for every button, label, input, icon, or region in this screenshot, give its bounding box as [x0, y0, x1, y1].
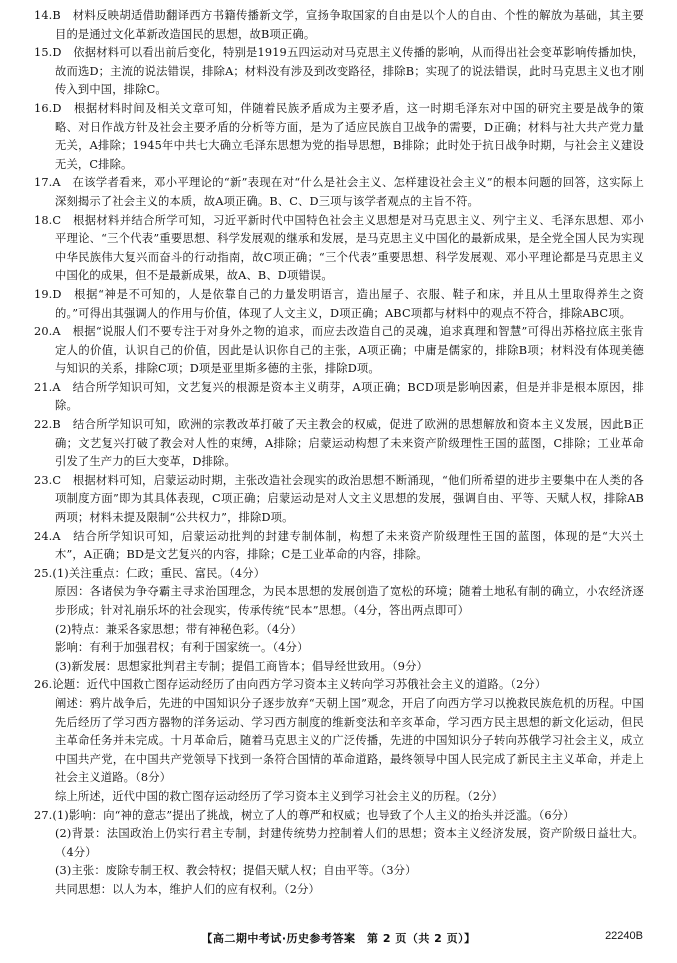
answer-subparagraph: (2)背景：法国政治上仍实行君主专制，封建传统势力控制着人们的思想；资本主义经济发展，资产阶级日益壮大。（4分） — [55, 827, 644, 859]
answer-paragraph: 22.B 结合所学知识可知，欧洲的宗教改革打破了天主教会的权威，促进了欧洲的思想解放和资本主义发展，因此B正确；文艺复兴打破了教会对人性的束缚，A排除；启蒙运动构想了未来资产阶级理性王国的蓝图，C排除；工业革命引发了生产力的巨大变革，D排除。 — [34, 418, 644, 469]
answer-subparagraph: 原因：各诸侯为争夺霸主寻求治国理念，为民本思想的发展创造了宽松的环境；随着土地私有制的确立，小农经济逐步形成；针对礼崩乐坏的社会现实，传承传统“民本”思想。（4分，答出两点即可） — [55, 585, 644, 617]
answer-paragraph: 16.D 根据材料时间及相关文章可知，伴随着民族矛盾成为主要矛盾，这一时期毛泽东对中国的研究主要是战争的策略、对日作战方针及社会主要矛盾的分析等方面，是为了适应民族自卫战争的需要，D正确；材料与社大共产党力量无关，A排除；1945年中共七大确立毛泽东思想为党的指导思想，B排除；此时处于抗日战争时期，与社会主义建设无关，C排除。 — [34, 101, 644, 171]
answer-paragraph: 25.(1)关注重点：仁政；重民、富民。（4分） — [34, 566, 266, 580]
document-code: 22240B — [605, 930, 643, 942]
answer-paragraph: 17.A 在该学者看来，邓小平理论的“新”表现在对“什么是社会主义、怎样建设社会主义”的根本问题的回答，这实际上深刻揭示了社会主义的本质，故A项正确。B、C、D三项与该学者观点的主旨不符。 — [34, 176, 644, 208]
page-footer — [0, 930, 677, 946]
answer-subparagraph: (2)特点：兼采各家思想；带有神秘色彩。（4分） — [55, 622, 303, 636]
answer-key-body — [34, 7, 644, 900]
answer-paragraph: 23.C 根据材料可知，启蒙运动时期，主张改造社会现实的政治思想不断涌现，“他们所希望的进步主要集中在人类的各项制度方面”即为其具体表现，C项正确；启蒙运动是对人文主义思想的发展，强调自由、平等、天赋人权，排除AB两项；材料未提及限制“公共权力”，排除D项。 — [34, 473, 644, 525]
answer-subparagraph: 综上所述，近代中国的救亡图存运动经历了学习资本主义到学习社会主义的历程。（2分） — [55, 789, 504, 803]
answer-paragraph: 14.B 材料反映胡适借助翻译西方书籍传播新文学，宣扬争取国家的自由是以个人的自由、个性的解放为基础，其主要目的是通过文化革新改造国民的思想，故B项正确。 — [34, 9, 644, 41]
answer-paragraph: 24.A 结合所学知识可知，启蒙运动批判的封建专制体制，构想了未来资产阶级理性王国的蓝图，体现的是“大兴土木”，A正确；BD是文艺复兴的内容，排除；C是工业革命的内容，排除。 — [34, 529, 644, 562]
answer-paragraph: 27.(1)影响：向“神的意志”提出了挑战，树立了人的尊严和权威；也导致了个人主义的抬头并泛滥。（6分） — [34, 808, 575, 822]
answer-subparagraph: 共同思想：以人为本，维护人们的应有权利。（2分） — [55, 882, 320, 896]
answer-paragraph: 19.D 根据“神是不可知的，人是依靠自己的力量发明语言，造出屋子、衣服、鞋子和床，并且从土里取得养生之资的。”可得出其强调人的作用与价值，体现了人文主义，D项正确；ABC项都与材料中的观点不符合，排除ABC项。 — [34, 287, 644, 320]
answer-paragraph: 18.C 根据材料并结合所学可知，习近平新时代中国特色社会主义思想是对马克思主义、列宁主义、毛泽东思想、邓小平理论、“三个代表”重要思想、科学发展观的继承和发展，是马克思主义中国化的最新成果，是全党全国人民为实现中华民族伟大复兴而奋斗的行动指南，故C项正确；“三个代表”重要思想、科学发展观、邓小平理论都是马克思主义中国化的成果，但不是最新成果，故A、B、D项错误。 — [34, 213, 644, 283]
answer-paragraph: 26.论题：近代中国救亡图存运动经历了由向西方学习资本主义转向学习苏俄社会主义的道路。（2分） — [34, 678, 547, 692]
answer-subparagraph: 影响：有利于加强君权；有利于国家统一。（4分） — [55, 641, 309, 655]
answer-subparagraph: (3)新发展：思想家批判君主专制；提倡工商皆本；倡导经世致用。（9分） — [55, 659, 428, 673]
answer-paragraph: 21.A 结合所学知识可知，文艺复兴的根源是资本主义萌芽，A项正确；BCD项是影响因素，但是并非是根本原因，排除。 — [34, 380, 644, 413]
answer-subparagraph: (3)主张：废除专制王权、教会特权；提倡天赋人权；自由平等。（3分） — [55, 864, 417, 878]
footer-title: 【高二期中考试·历史参考答案 第 2 页（共 2 页）】 — [201, 932, 476, 945]
answer-paragraph: 15.D 依据材料可以看出前后变化，特别是1919五四运动对马克思主义传播的影响，从而得出社会变革影响传播加快，故而选D；主流的说法错误，排除A；材料没有涉及到改变路径，排除B；实现了的说法错误，此时马克思主义也才刚传入到中国，排除C。 — [34, 46, 644, 97]
answer-subparagraph: 阐述：鸦片战争后，先进的中国知识分子逐步放弃“天朝上国”观念，开启了向西方学习以挽救民族危机的历程。中国先后经历了学习西方器物的洋务运动、学习西方制度的维新变法和辛亥革命，学习西方民主思想的新文化运动，但民主革命任务并未完成。十月革命后，随着马克思主义的广泛传播，先进的中国知识分子转向苏俄学习社会主义，成立中国共产党，在中国共产党领导下找到一条符合国情的革命道路，最终领导中国人民完成了新民主主义革命，并走上社会主义道路。（8分） — [55, 696, 644, 785]
answer-paragraph: 20.A 根据“说服人们不要专注于对身外之物的追求，而应去改造自己的灵魂，追求真理和智慧”可得出苏格拉底主张肯定人的价值，认识自己的价值，因此是认识你自己的主张，A项正确；中庸是儒家的，排除B项；材料没有体现美德与知识的关系，排除C项；D项是亚里斯多德的主张，排除D项。 — [34, 325, 644, 376]
